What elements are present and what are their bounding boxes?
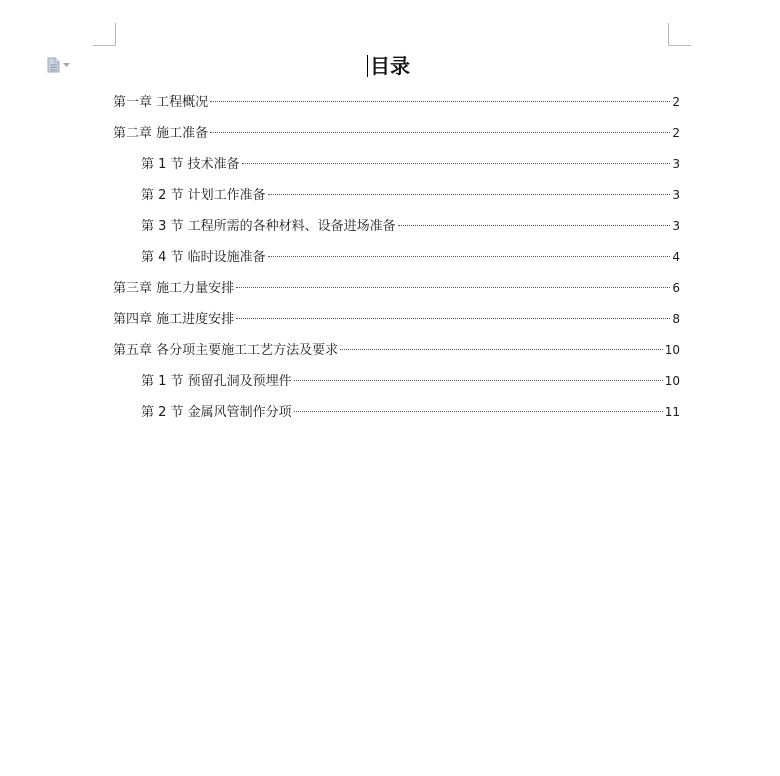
- toc-dot-leader: [268, 194, 671, 195]
- toc-page-number: 3: [672, 157, 680, 171]
- toc-entry[interactable]: [113, 123, 680, 154]
- toc-page-number: 11: [664, 405, 680, 419]
- toc-dot-leader: [294, 411, 663, 412]
- toc-page-number: 3: [672, 188, 680, 202]
- toc-dot-leader: [294, 380, 663, 381]
- margin-crop-mark-right: [668, 23, 691, 46]
- toc-page-number: 2: [672, 95, 680, 109]
- toc-entry[interactable]: [113, 402, 680, 433]
- toc-entry-label: 第五章 各分项主要施工工艺方法及要求: [113, 343, 339, 358]
- toc-entry[interactable]: [113, 154, 680, 185]
- toc-entry[interactable]: [113, 92, 680, 123]
- toc-page-number: 8: [672, 312, 680, 326]
- toc-entry[interactable]: [113, 216, 680, 247]
- toc-entry[interactable]: [113, 278, 680, 309]
- toc-page-number: 2: [672, 126, 680, 140]
- toc-page-number: 10: [664, 374, 680, 388]
- margin-crop-mark-left: [93, 23, 116, 46]
- toc-page-number: 6: [672, 281, 680, 295]
- toc-dot-leader: [398, 225, 671, 226]
- toc-dot-leader: [268, 256, 671, 257]
- toc-dot-leader: [242, 163, 671, 164]
- toc-page-number: 10: [664, 343, 680, 357]
- toc-entry[interactable]: [113, 371, 680, 402]
- toc-entry-label: 第 4 节 临时设施准备: [141, 250, 266, 265]
- toc-entry-label: 第四章 施工进度安排: [113, 312, 235, 327]
- toc-entry-label: 第 2 节 计划工作准备: [141, 188, 266, 203]
- toc-entry-label: 第三章 施工力量安排: [113, 281, 235, 296]
- toc-entry-label: 第二章 施工准备: [113, 126, 209, 141]
- toc-title-text: 目录: [370, 54, 410, 78]
- toc-page-number: 4: [672, 250, 680, 264]
- toc-dot-leader: [210, 101, 670, 102]
- toc-dot-leader: [210, 132, 670, 133]
- toc-entry[interactable]: [113, 340, 680, 371]
- toc-entry-label: 第 3 节 工程所需的各种材料、设备进场准备: [141, 219, 396, 234]
- toc-entry-label: 第一章 工程概况: [113, 95, 209, 110]
- toc-dot-leader: [236, 318, 670, 319]
- toc-entry-label: 第 2 节 金属风管制作分项: [141, 405, 292, 420]
- toc-dot-leader: [340, 349, 663, 350]
- toc-heading[interactable]: [0, 52, 780, 80]
- toc-dot-leader: [236, 287, 670, 288]
- toc-entry[interactable]: [113, 247, 680, 278]
- table-of-contents: [113, 92, 680, 433]
- toc-page-number: 3: [672, 219, 680, 233]
- toc-entry-label: 第 1 节 技术准备: [141, 157, 240, 172]
- toc-entry-label: 第 1 节 预留孔洞及预埋件: [141, 374, 292, 389]
- toc-entry[interactable]: [113, 185, 680, 216]
- text-cursor: [367, 55, 368, 77]
- toc-entry[interactable]: [113, 309, 680, 340]
